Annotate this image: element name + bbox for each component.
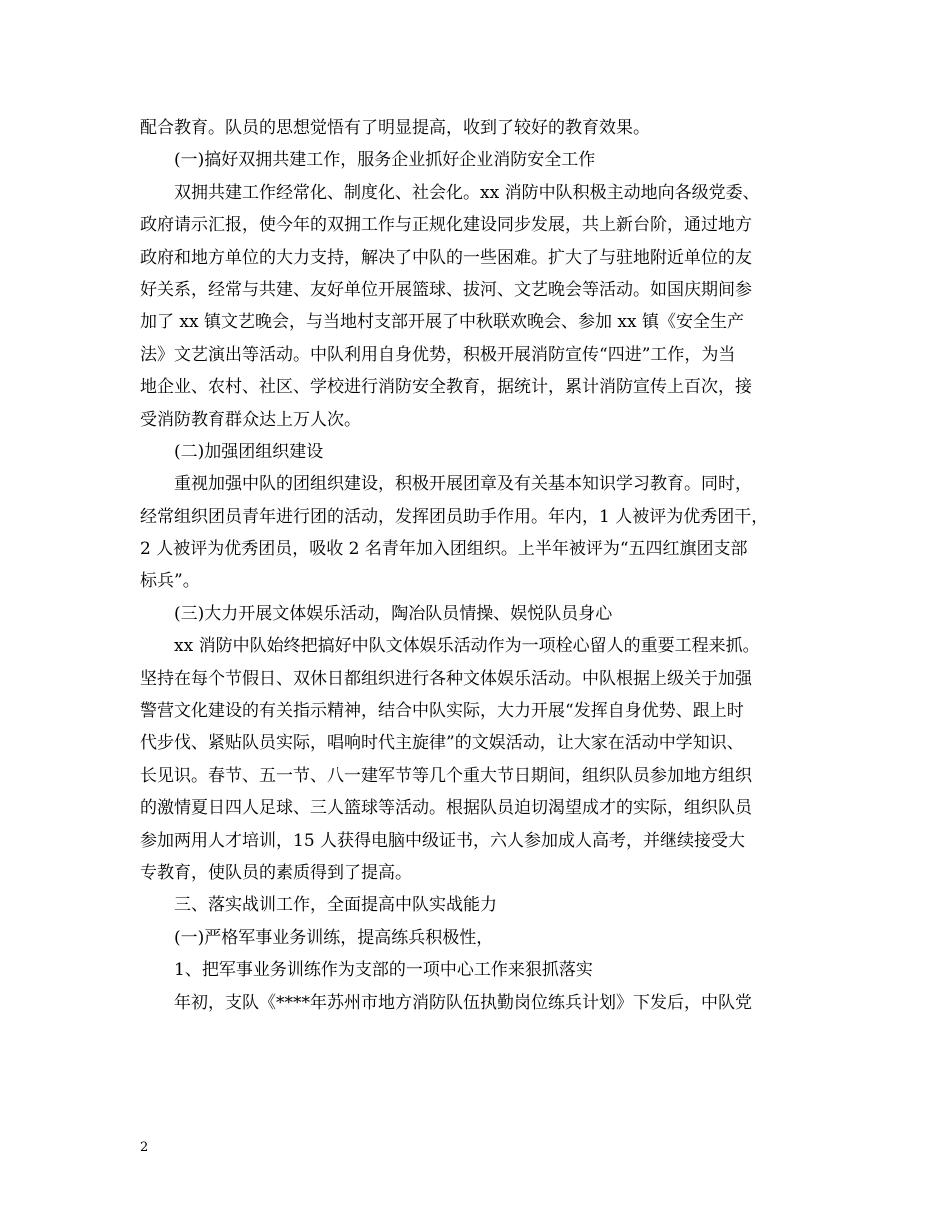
- text-line: 受消防教育群众达上万人次。: [140, 409, 361, 430]
- text-line: 经常组织团员青年进行团的活动，发挥团员助手作用。年内，1 人被评为优秀团干，: [140, 506, 769, 527]
- text-line: 政府请示汇报，使今年的双拥工作与正规化建设同步发展，共上新台阶，通过地方: [140, 215, 752, 236]
- text-line: 警营文化建设的有关指示精神，结合中队实际，大力开展“发挥自身优势、跟上时: [140, 701, 744, 722]
- text-line: 坚持在每个节假日、双休日都组织进行各种文体娱乐活动。中队根据上级关于加强: [140, 668, 752, 689]
- text-line: 参加两用人才培训，15 人获得电脑中级证书，六人参加成人高考，并继续接受大: [140, 830, 746, 851]
- text-line: 法》文艺演出等活动。中队利用自身优势，积极开展消防宣传“四进”工作，为当: [140, 344, 736, 365]
- text-line: 长见识。春节、五一节、八一建军节等几个重大节日期间，组织队员参加地方组织: [140, 765, 752, 786]
- text-line: 2 人被评为优秀团员，吸收 2 名青年加入团组织。上半年被评为“五四红旗团支部: [140, 539, 748, 560]
- text-line: (三)大力开展文体娱乐活动，陶冶队员情操、娱悦队员身心: [174, 603, 613, 624]
- text-line: (二)加强团组织建设: [174, 441, 324, 462]
- text-line: 三、落实战训工作，全面提高中队实战能力: [174, 895, 497, 916]
- text-line: (一)搞好双拥共建工作，服务企业抓好企业消防安全工作: [174, 150, 596, 171]
- page-number: 2: [140, 1140, 149, 1155]
- page-body: [140, 112, 840, 1019]
- text-line: 专教育，使队员的素质得到了提高。: [140, 862, 412, 883]
- text-line: 地企业、农村、社区、学校进行消防安全教育，据统计，累计消防宣传上百次，接: [140, 377, 752, 398]
- text-line: 代步伐、紧贴队员实际，唱响时代主旋律”的文娱活动，让大家在活动中学知识、: [140, 733, 744, 754]
- text-line: 政府和地方单位的大力支持，解决了中队的一些困难。扩大了与驻地附近单位的友: [140, 247, 752, 268]
- text-line: xx 消防中队始终把搞好中队文体娱乐活动作为一项栓心留人的重要工程来抓。: [174, 636, 760, 657]
- text-line: 配合教育。队员的思想觉悟有了明显提高，收到了较好的教育效果。: [140, 118, 650, 138]
- text-line: 的激情夏日四人足球、三人篮球等活动。根据队员迫切渴望成才的实际，组织队员: [140, 798, 752, 819]
- text-line: 双拥共建工作经常化、制度化、社会化。xx 消防中队积极主动地向各级党委、: [174, 182, 760, 203]
- text-line: 好关系，经常与共建、友好单位开展篮球、拔河、文艺晚会等活动。如国庆期间参: [140, 279, 752, 300]
- text-line: (一)严格军事业务训练，提高练兵积极性，: [174, 927, 494, 948]
- text-line: 年初，支队《****年苏州市地方消防队伍执勤岗位练兵计划》下发后，中队党: [174, 992, 752, 1013]
- text-line: 重视加强中队的团组织建设，积极开展团章及有关基本知识学习教育。同时，: [174, 474, 752, 495]
- text-line: 1、把军事业务训练作为支部的一项中心工作来狠抓落实: [174, 960, 593, 981]
- text-line: 加了 xx 镇文艺晚会，与当地村支部开展了中秋联欢晚会、参加 xx 镇《安全生产: [140, 312, 744, 333]
- text-line: 标兵”。: [140, 571, 200, 592]
